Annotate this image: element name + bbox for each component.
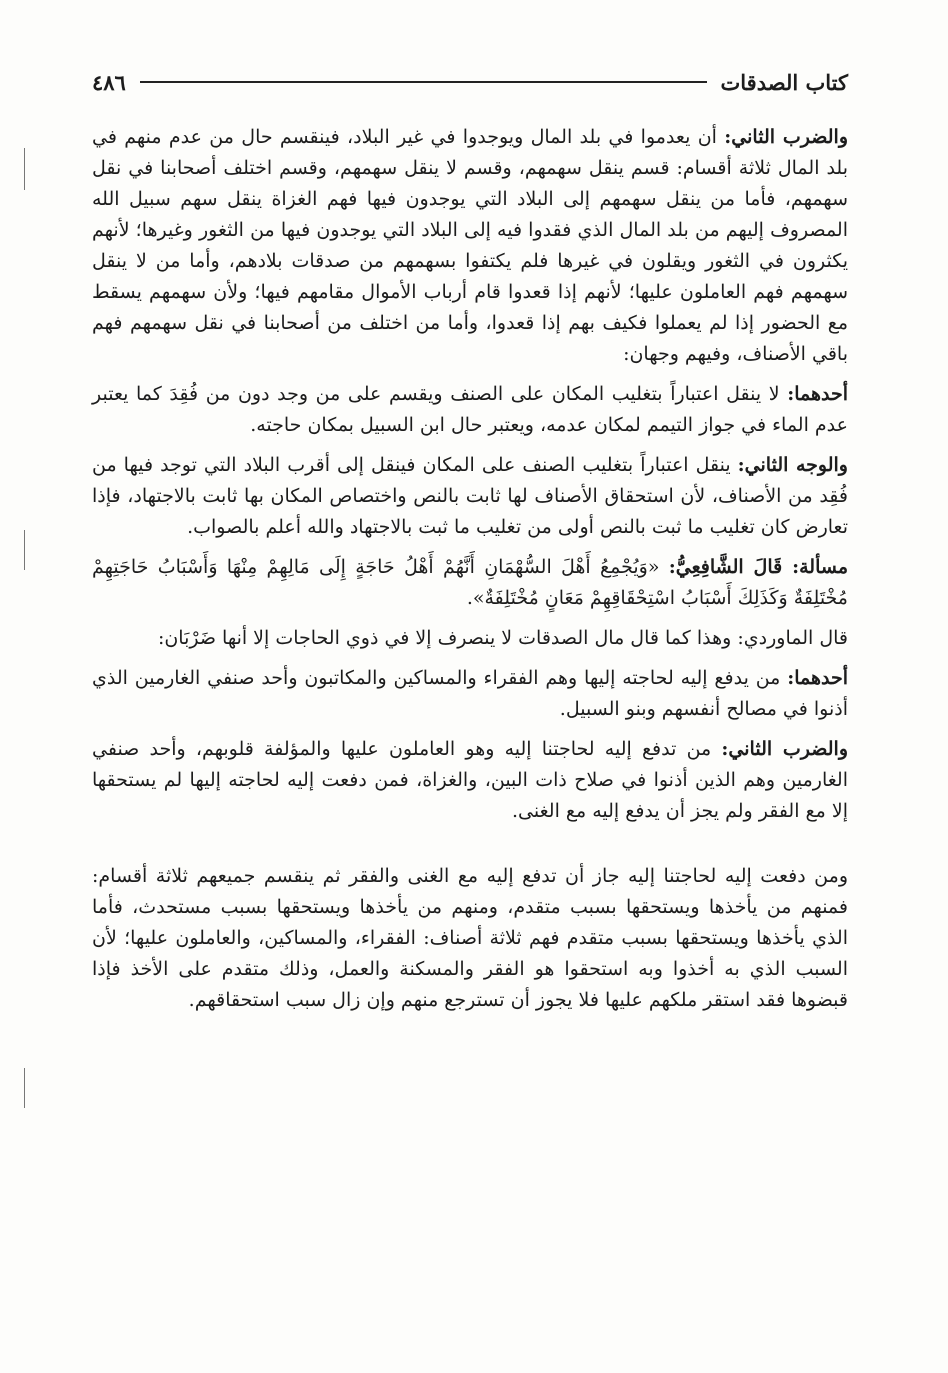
margin-mark <box>24 1068 25 1108</box>
running-header <box>92 62 848 102</box>
paragraph-text: قال الماوردي: وهذا كما قال مال الصدقات لا ينصرف إلا في ذوي الحاجات إلا أنها ضَرْبَان: <box>157 627 848 649</box>
paragraph-text: ومن دفعت إليه لحاجتنا إليه جاز أن تدفع إليه مع الغنى والفقر ثم ينقسم جميعهم ثلاثة أقسام: فمنهم من يأخذها ويستحقها بسبب متقدم، ومنهم من يأخذها ويستحقها بسبب مستحدث، فأما الذي يأخذها ويستحقها بسبب متقدم فهم ثلاثة أصناف: الفقراء، والمساكين، والعاملون عليها؛ لأن السبب الذي به أخذوا وبه استحقوا هو الفقر والمسكنة والعمل، وذلك متقدم على الأخذ فإذا قبضوها فقد استقر ملكهم عليها فلا يجوز أن تسترجع منهم وإن زال سبب استحقاقهم. <box>92 865 848 1011</box>
body-text <box>92 122 848 1016</box>
paragraph <box>92 379 848 441</box>
running-title: كتاب الصدقات <box>720 69 848 95</box>
page-number: ٤٨٦ <box>92 69 126 95</box>
book-page <box>92 62 848 1352</box>
paragraph <box>92 734 848 827</box>
paragraph-lead: أحدهما: <box>787 383 848 405</box>
paragraph-lead: مسألة: <box>792 556 848 578</box>
paragraph <box>92 623 848 654</box>
paragraph-lead: والوجه الثاني: <box>737 454 848 476</box>
paragraph-text: من تدفع إليه لحاجتنا إليه وهو العاملون عليها والمؤلفة قلوبهم، وأحد صنفي الغارمين وهم الذين أذنوا في صلاح ذات البين، والغزاة، فمن دفعت إليه لحاجته إليها لم يستحقها إلا مع الفقر ولم يجز أن يدفع إليه مع الغنى. <box>92 738 848 822</box>
paragraph-text: من يدفع إليه لحاجته إليها وهم الفقراء والمساكين والمكاتبون وأحد صنفي الغارمين الذي أذنوا في مصالح أنفسهم وبنو السبيل. <box>92 667 848 720</box>
paragraph-lead: أحدهما: <box>787 667 848 689</box>
quoted-attribution: قَالَ الشَّافِعِيُّ: <box>668 556 793 578</box>
paragraph <box>92 861 848 1016</box>
paragraph-text: لا ينقل اعتباراً بتغليب المكان على الصنف ويقسم على من وجد دون من فُقِدَ كما يعتبر عدم الماء في جواز التيمم لمكان عدمه، ويعتبر حال ابن السبيل بمكان حاجته. <box>92 383 848 436</box>
paragraph-text: ينقل اعتباراً بتغليب الصنف على المكان فينقل إلى أقرب البلاد التي توجد فيها من فُقِد من الأصناف، لأن استحقاق الأصناف لها ثابت بالنص واختصاص المكان بها ثابت بالاجتهاد، فإذا تعارض كان تغليب ما ثبت بالنص أولى من تغليب ما ثبت بالاجتهاد والله أعلم بالصواب. <box>92 454 848 538</box>
paragraph-lead: والضرب الثاني: <box>721 738 848 760</box>
header-rule <box>140 81 707 83</box>
paragraph-text: «وَيُجْمِعُ أَهْلَ السُّهْمَانِ أَنَّهُمْ أَهْلُ حَاجَةٍ إِلَى مَالِهِمْ مِنْهَا وَأَسْبَابُ حَاجَتِهِمْ مُخْتَلِفَةٌ وَكَذَلِكَ أَسْبَابُ اسْتِحْقَاقِهِمْ مَعَانٍ مُخْتَلِفَةٌ». <box>92 556 848 609</box>
paragraph <box>92 122 848 370</box>
paragraph <box>92 552 848 614</box>
paragraph <box>92 450 848 543</box>
paragraph-lead: والضرب الثاني: <box>724 126 849 148</box>
paragraph <box>92 663 848 725</box>
margin-mark <box>24 530 25 570</box>
paragraph-text: أن يعدموا في بلد المال ويوجدوا في غير البلاد، فينقسم حال من عدم منهم في بلد المال ثلاثة أقسام: قسم ينقل سهمهم، وقسم لا ينقل سهمهم، وقسم اختلف أصحابنا في نقل سهمهم، فأما من ينقل سهمهم إلى البلاد التي يوجدون فيها فهم الغزاة ينقل سهم سبيل الله المصروف إليهم من بلد المال الذي فقدوا فيه إلى البلاد التي يوجدون فيها من الثغور وغيرها؛ لأنهم يكثرون في الثغور ويقلون في غيرها فلم يكتفوا بسهمهم من صدقات بلادهم، وأما من لا ينقل سهمهم فهم العاملون عليها؛ لأنهم إذا قعدوا قام أرباب الأموال مقامهم فيها؛ ولأن سهمهم يسقط مع الحضور إذا لم يعملوا فكيف بهم إذا قعدوا، وأما من اختلف من أصحابنا في نقل سهمهم فهم باقي الأصناف، وفيهم وجهان: <box>92 126 848 365</box>
margin-mark <box>24 148 25 190</box>
